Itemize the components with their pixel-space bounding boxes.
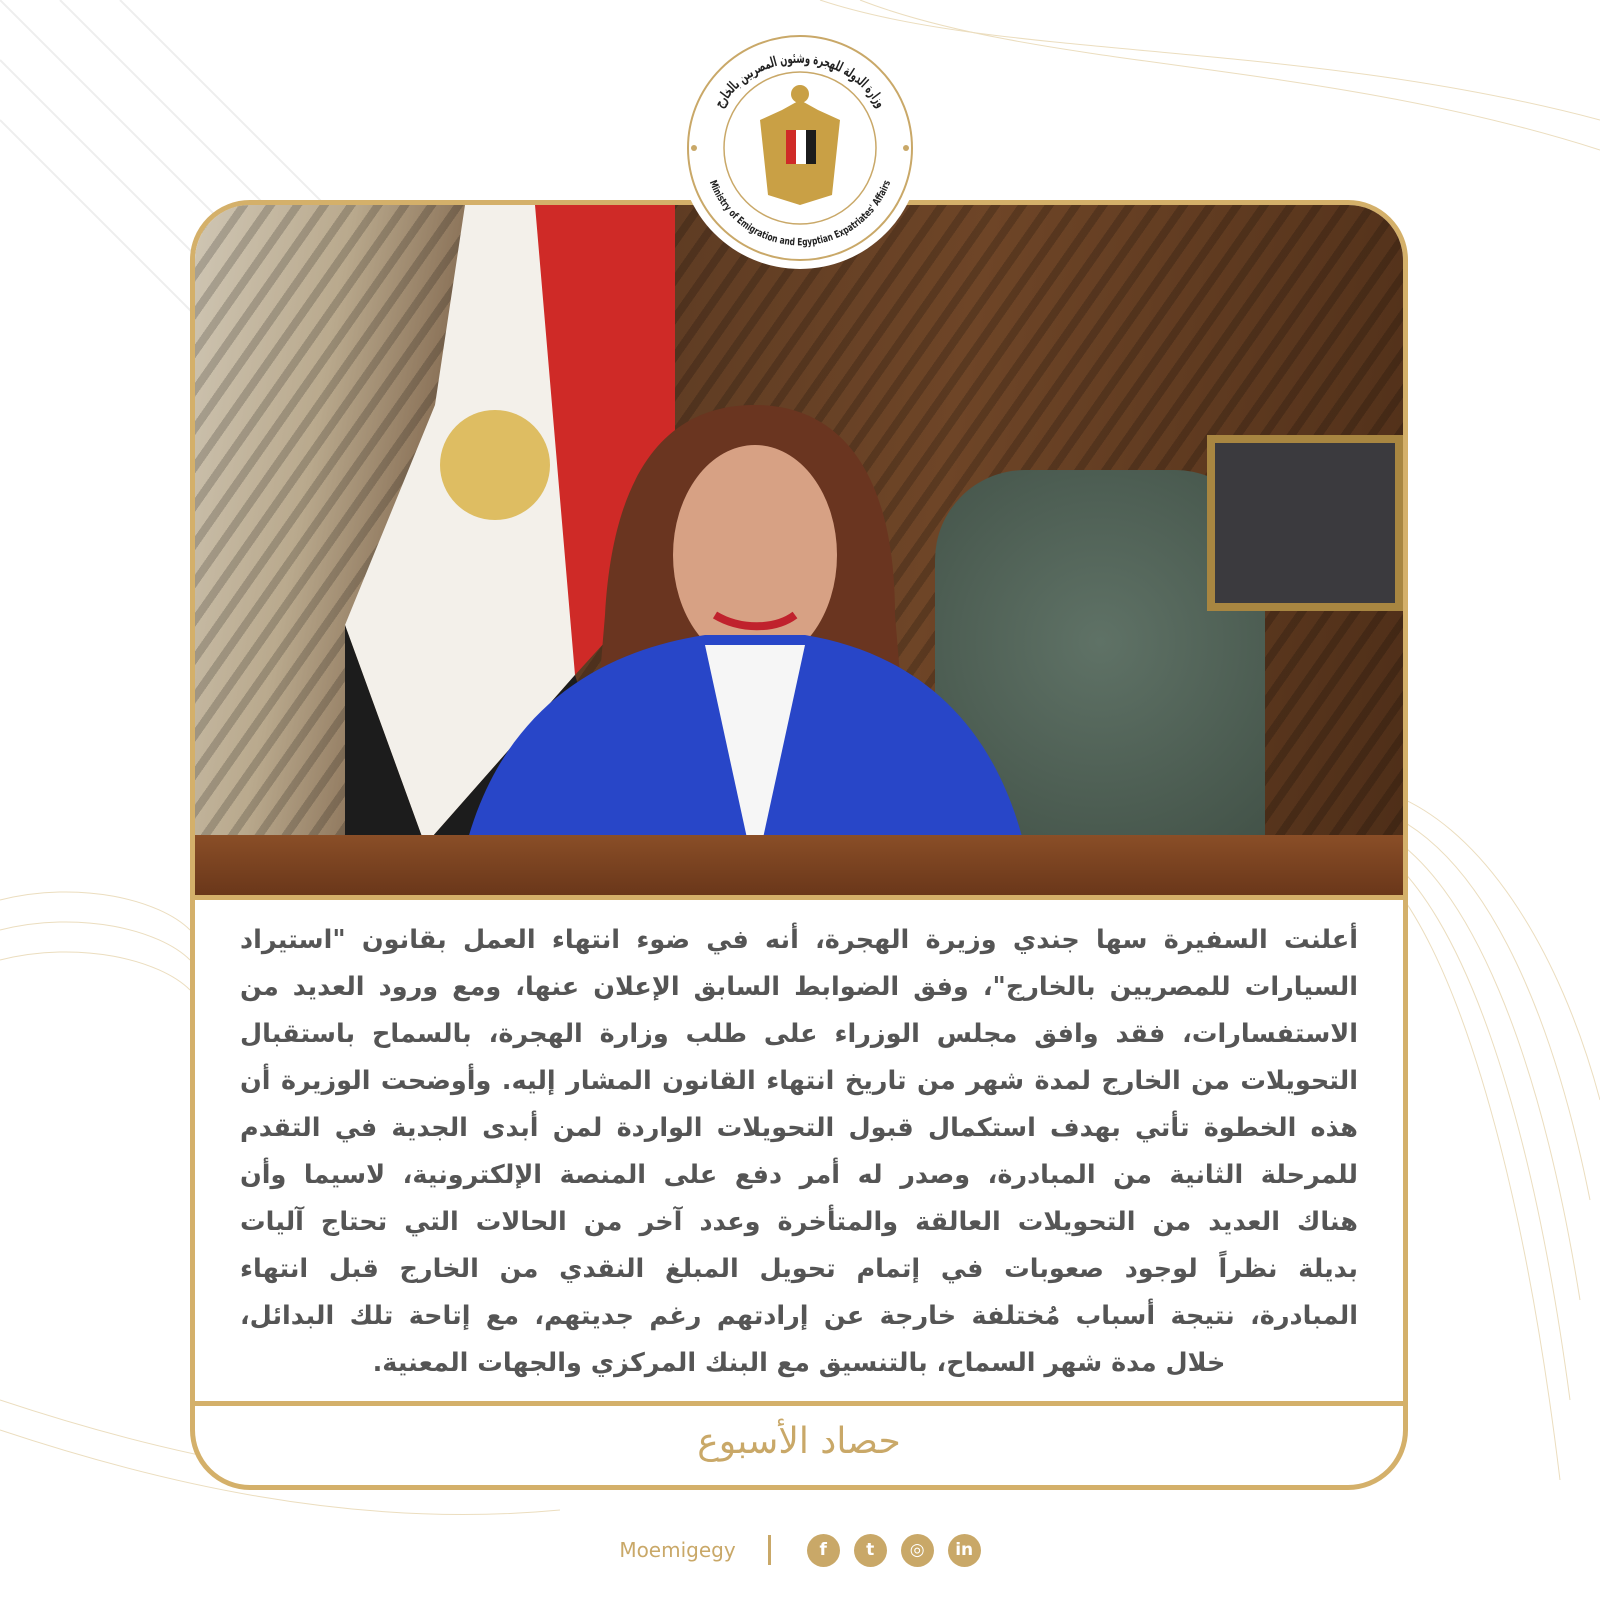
linkedin-icon[interactable]: in xyxy=(948,1534,981,1567)
body-line: الاستفسارات، فقد وافق مجلس الوزراء على طلب وزارة الهجرة، بالسماح باستقبال xyxy=(240,1019,1358,1049)
minister-photo xyxy=(195,205,1403,900)
body-line: السيارات للمصريين بالخارج"، وفق الضوابط السابق الإعلان عنها، ومع ورود العديد من xyxy=(240,972,1358,1002)
footer-divider xyxy=(768,1535,771,1565)
logo-arabic-text: وزارة الدولة للهجرة وشئون المصريين بالخارج xyxy=(711,50,891,114)
minister-portrait xyxy=(455,315,1035,900)
desk xyxy=(195,835,1403,895)
post-card xyxy=(190,200,1408,1490)
instagram-icon[interactable]: ◎ xyxy=(901,1534,934,1567)
logo-english-text: Ministry of Emigration and Egyptian Expatriates' Affairs xyxy=(706,177,894,249)
divider xyxy=(195,1401,1403,1406)
facebook-icon[interactable]: f xyxy=(807,1534,840,1567)
social-handle: Moemigegy xyxy=(619,1538,736,1562)
body-line: المبادرة، نتيجة أسباب مُختلفة خارجة عن إرادتهم رغم جديتهم، مع إتاحة تلك البدائل، xyxy=(240,1301,1358,1331)
twitter-icon[interactable]: t xyxy=(854,1534,887,1567)
eagle-emblem-icon xyxy=(760,85,840,205)
ministry-logo xyxy=(682,30,918,266)
body-line: للمرحلة الثانية من المبادرة، وصدر له أمر دفع على المنصة الإلكترونية، لاسيما وأن xyxy=(240,1160,1358,1190)
body-line: خلال مدة شهر السماح، بالتنسيق مع البنك المركزي والجهات المعنية. xyxy=(372,1348,1226,1378)
body-line: التحويلات من الخارج لمدة شهر من تاريخ انتهاء القانون المشار إليه. وأوضحت الوزيرة أن xyxy=(240,1066,1358,1096)
body-line: هناك العديد من التحويلات العالقة والمتأخرة وعدد آخر من الحالات التي تحتاج آليات xyxy=(240,1207,1358,1237)
picture-frame xyxy=(1207,435,1403,611)
section-title: حصاد الأسبوع xyxy=(697,1421,901,1462)
body-line: بديلة نظراً لوجود صعوبات في إتمام تحويل المبلغ النقدي من الخارج قبل انتهاء xyxy=(240,1254,1358,1284)
article-body xyxy=(240,917,1358,1387)
body-line: أعلنت السفيرة سها جندي وزيرة الهجرة، أنه في ضوء انتهاء العمل بقانون "استيراد xyxy=(240,925,1358,955)
body-line: هذه الخطوة تأتي بهدف استكمال قبول التحويلات الواردة لمن أبدى الجدية في التقدم xyxy=(240,1113,1358,1143)
footer xyxy=(0,1528,1600,1572)
